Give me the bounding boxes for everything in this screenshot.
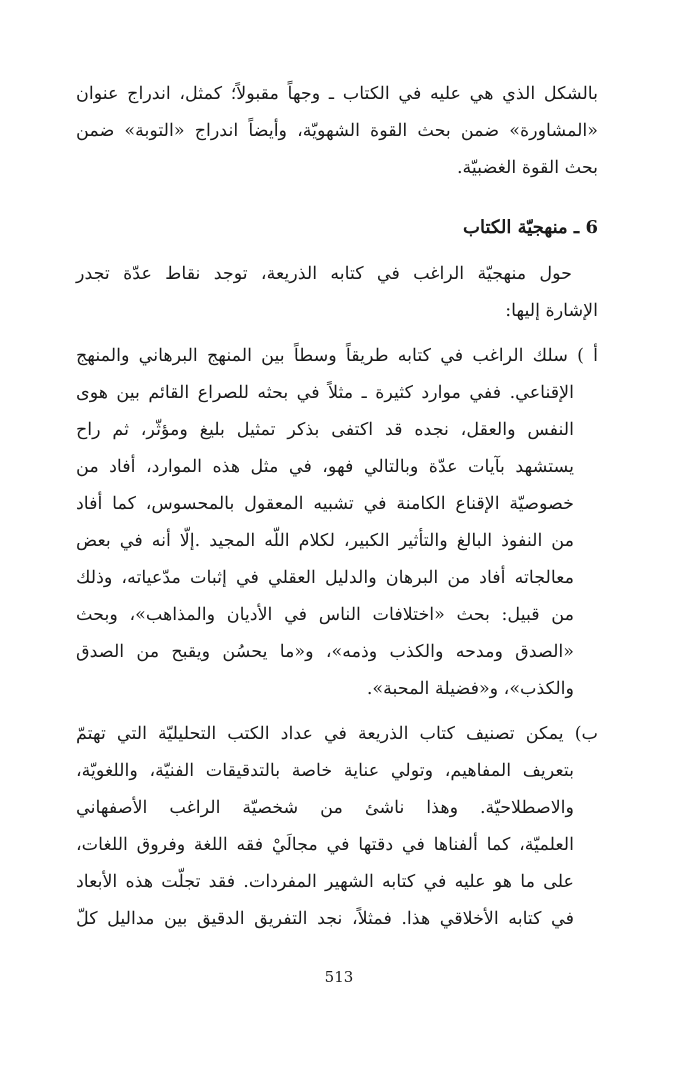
- text-line: يستشهد بآيات عدّة وبالتالي فهو، في مثل هذه الموارد، أفاد من: [76, 457, 574, 477]
- paragraph-2: [76, 256, 598, 330]
- text-line: النفس والعقل، نجده قد اكتفى بذكر تمثيل بليغ ومؤثّر، ثم راح: [76, 420, 574, 440]
- text-line: «المشاورة» ضمن بحث القوة الشهويّة، وأيضاً اندراج «التوبة» ضمن: [76, 121, 598, 141]
- text-line: من قبيل: بحث «اختلافات الناس في الأديان والمذاهب»، وبحث: [76, 605, 574, 625]
- page-body: [76, 76, 598, 946]
- text-line: من النفوذ البالغ والتأثير الكبير، لكلام اللّه المجيد .إلّا أنه في بعض: [76, 531, 574, 551]
- paragraph-item-b: [76, 716, 598, 938]
- text-line: ب) يمكن تصنيف كتاب الذريعة في عداد الكتب التحليليّة التي تهتمّ: [76, 724, 598, 744]
- text-line: بحث القوة الغضبيّة.: [456, 158, 598, 178]
- text-line: أ ) سلك الراغب في كتابه طريقاً وسطاً بين المنهج البرهاني والمنهج: [76, 346, 598, 366]
- text-line: الإقناعي. ففي موارد كثيرة ـ مثلاً في بحثه للصراع القائم بين هوى: [76, 383, 574, 403]
- text-line: والكذب»، و«فضيلة المحبة».: [366, 679, 574, 699]
- page-number: 513: [324, 968, 354, 986]
- text-line: بتعريف المفاهيم، وتولي عناية خاصة بالتدقيقات الفنيّة، واللغويّة،: [76, 761, 574, 781]
- paragraph-item-a: [76, 338, 598, 708]
- text-line: على ما هو عليه في كتابه الشهير المفردات. فقد تجلّت هذه الأبعاد: [76, 872, 574, 892]
- text-line: العلميّة، كما ألفناها في دقتها في مجالَيْ فقه اللغة وفروق اللغات،: [76, 835, 574, 855]
- text-line: حول منهجيّة الراغب في كتابه الذريعة، توجد نقاط عدّة تجدر: [76, 264, 572, 284]
- text-line: الإشارة إليها:: [505, 301, 598, 321]
- section-heading: 6 ـ منهجيّة الكتاب: [463, 217, 598, 238]
- text-line: بالشكل الذي هي عليه في الكتاب ـ وجهاً مقبولاً؛ كمثل، اندراج عنوان: [76, 84, 598, 104]
- paragraph-1: [76, 76, 598, 187]
- text-line: معالجاته أفاد من البرهان والدليل العقلي في إثبات مدّعياته، وذلك: [76, 568, 574, 588]
- text-line: في كتابه الأخلاقي هذا. فمثلاً، نجد التفريق الدقيق بين مداليل كلّ: [76, 909, 574, 929]
- text-line: خصوصيّة الإقناع الكامنة في تشبيه المعقول بالمحسوس، كما أفاد: [76, 494, 574, 514]
- text-line: «الصدق ومدحه والكذب وذمه»، و«ما يحسُن ويقبح من الصدق: [76, 642, 574, 662]
- text-line: والاصطلاحيّة. وهذا ناشئ من شخصيّة الراغب الأصفهاني: [76, 798, 574, 818]
